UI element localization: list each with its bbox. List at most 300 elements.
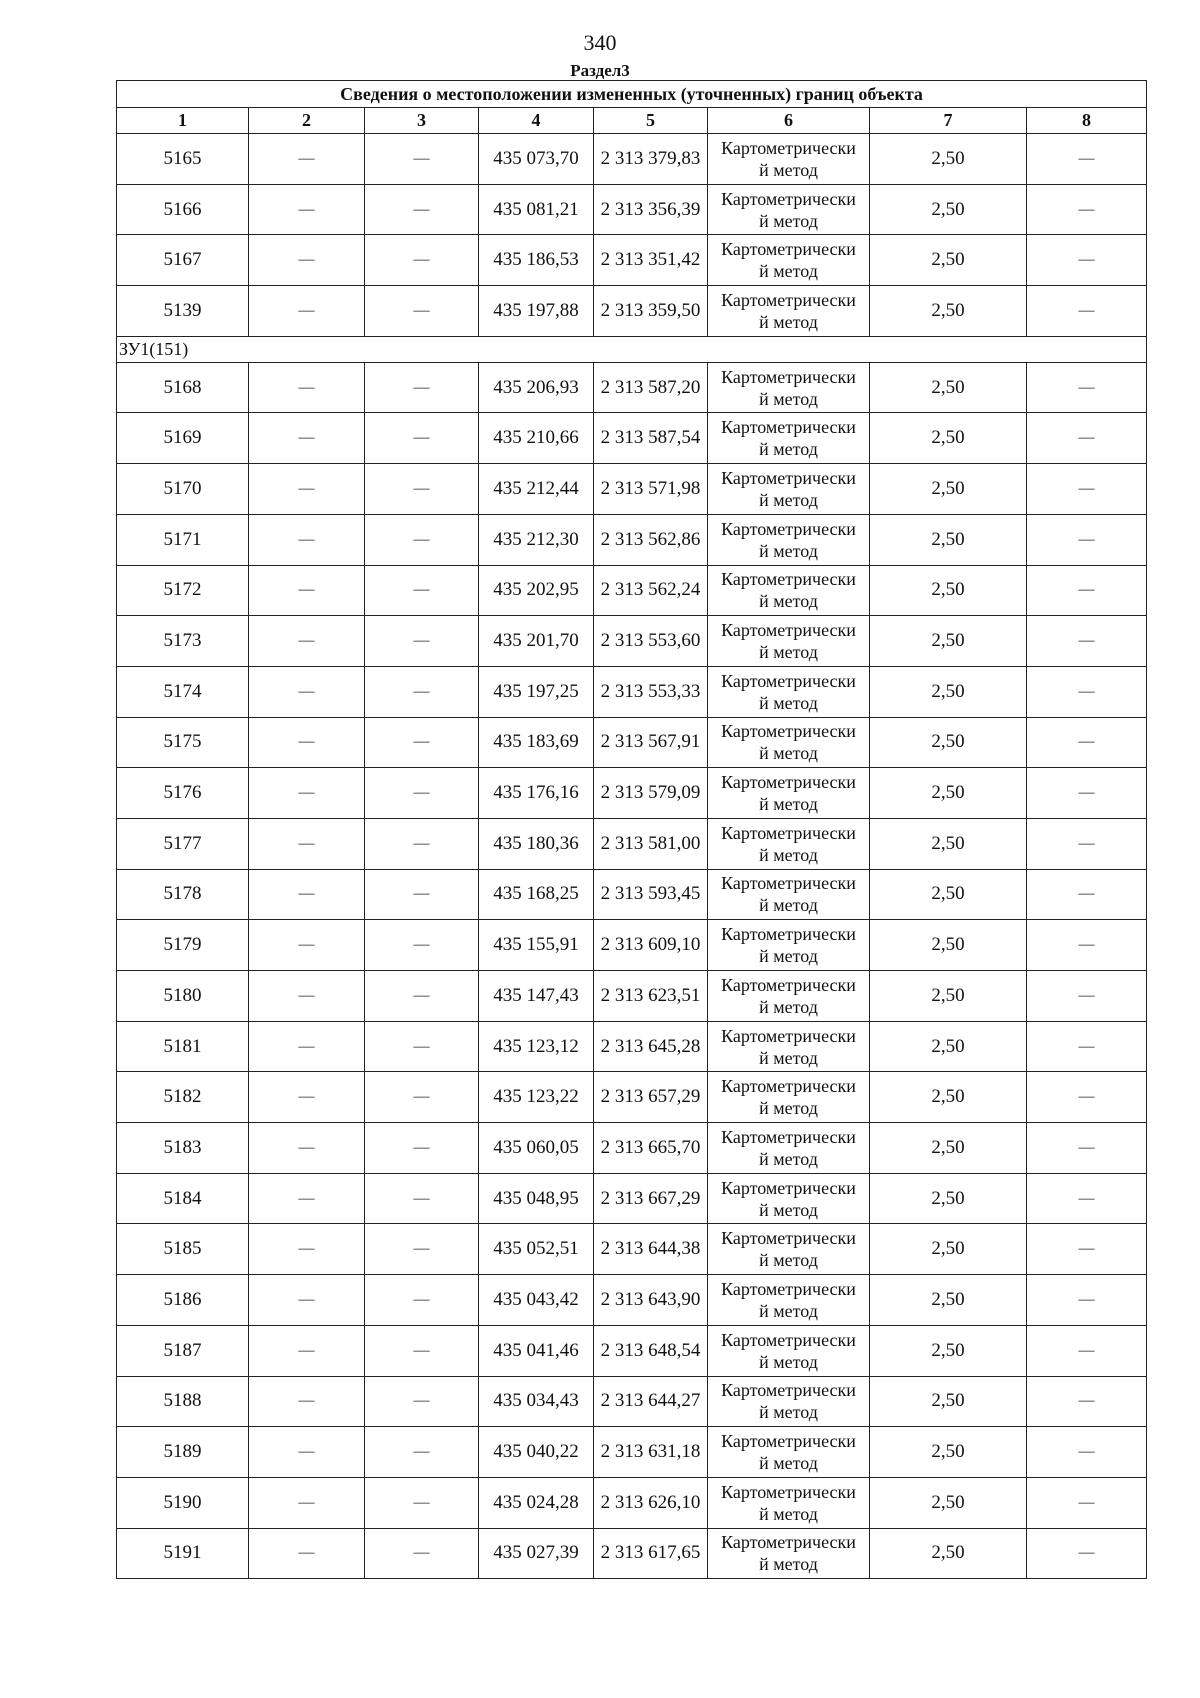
y-coordinate: 2 313 609,10 [594, 920, 708, 971]
accuracy: 2,50 [870, 818, 1027, 869]
y-coordinate: 2 313 644,38 [594, 1224, 708, 1275]
col2-value: — [249, 565, 365, 616]
table-row [117, 717, 1147, 768]
point-number: 5178 [117, 869, 249, 920]
accuracy: 2,50 [870, 1173, 1027, 1224]
point-number: 5186 [117, 1275, 249, 1326]
col2-value: — [249, 464, 365, 515]
x-coordinate: 435 212,44 [479, 464, 594, 515]
col8-value: — [1027, 971, 1147, 1022]
y-coordinate: 2 313 581,00 [594, 818, 708, 869]
y-coordinate: 2 313 553,60 [594, 616, 708, 667]
accuracy: 2,50 [870, 413, 1027, 464]
method-line-1: Картометрически [721, 1278, 856, 1299]
column-number: 8 [1027, 108, 1147, 134]
col2-value: — [249, 666, 365, 717]
point-number: 5170 [117, 464, 249, 515]
x-coordinate: 435 052,51 [479, 1224, 594, 1275]
method-line-2: й метод [759, 1047, 818, 1068]
x-coordinate: 435 197,88 [479, 286, 594, 337]
method-line-2: й метод [759, 489, 818, 510]
point-number: 5169 [117, 413, 249, 464]
y-coordinate: 2 313 562,24 [594, 565, 708, 616]
table-row [117, 1376, 1147, 1427]
method-line-1: Картометрически [721, 188, 856, 209]
point-number: 5188 [117, 1376, 249, 1427]
col8-value: — [1027, 565, 1147, 616]
col2-value: — [249, 1021, 365, 1072]
col8-value: — [1027, 1325, 1147, 1376]
y-coordinate: 2 313 351,42 [594, 235, 708, 286]
y-coordinate: 2 313 648,54 [594, 1325, 708, 1376]
point-number: 5191 [117, 1528, 249, 1579]
method-line-2: й метод [759, 388, 818, 409]
method-line-1: Картометрически [721, 1126, 856, 1147]
y-coordinate: 2 313 623,51 [594, 971, 708, 1022]
col3-value: — [365, 235, 479, 286]
point-number: 5139 [117, 286, 249, 337]
x-coordinate: 435 180,36 [479, 818, 594, 869]
method-line-1: Картометрически [721, 467, 856, 488]
col3-value: — [365, 1477, 479, 1528]
col8-value: — [1027, 362, 1147, 413]
column-number: 4 [479, 108, 594, 134]
col8-value: — [1027, 818, 1147, 869]
method [708, 413, 870, 464]
y-coordinate: 2 313 631,18 [594, 1427, 708, 1478]
method-line-2: й метод [759, 439, 818, 460]
method-line-1: Картометрически [721, 924, 856, 945]
method-line-2: й метод [759, 1402, 818, 1423]
col2-value: — [249, 1477, 365, 1528]
method-line-1: Картометрически [721, 1481, 856, 1502]
x-coordinate: 435 048,95 [479, 1173, 594, 1224]
table-row [117, 768, 1147, 819]
col8-value: — [1027, 235, 1147, 286]
table-row [117, 1477, 1147, 1528]
col2-value: — [249, 1528, 365, 1579]
table-row [117, 666, 1147, 717]
col8-value: — [1027, 1427, 1147, 1478]
x-coordinate: 435 202,95 [479, 565, 594, 616]
table-caption: Сведения о местоположении измененных (уточненных) границ объекта [117, 81, 1147, 108]
col3-value: — [365, 768, 479, 819]
col3-value: — [365, 565, 479, 616]
y-coordinate: 2 313 359,50 [594, 286, 708, 337]
col3-value: — [365, 971, 479, 1022]
method [708, 1275, 870, 1326]
method-line-2: й метод [759, 261, 818, 282]
method [708, 1021, 870, 1072]
accuracy: 2,50 [870, 1224, 1027, 1275]
col3-value: — [365, 1325, 479, 1376]
table-row [117, 1123, 1147, 1174]
column-numbers-row [117, 108, 1147, 134]
col3-value: — [365, 1224, 479, 1275]
col2-value: — [249, 1173, 365, 1224]
table-row [117, 134, 1147, 185]
col2-value: — [249, 1325, 365, 1376]
col8-value: — [1027, 1275, 1147, 1326]
y-coordinate: 2 313 657,29 [594, 1072, 708, 1123]
table-row [117, 818, 1147, 869]
method [708, 514, 870, 565]
method-line-1: Картометрически [721, 1177, 856, 1198]
col8-value: — [1027, 1021, 1147, 1072]
point-number: 5179 [117, 920, 249, 971]
col8-value: — [1027, 616, 1147, 667]
method-line-2: й метод [759, 946, 818, 967]
col3-value: — [365, 1528, 479, 1579]
x-coordinate: 435 183,69 [479, 717, 594, 768]
accuracy: 2,50 [870, 971, 1027, 1022]
table-row [117, 1275, 1147, 1326]
page-number: 340 [583, 30, 617, 55]
point-number: 5181 [117, 1021, 249, 1072]
col3-value: — [365, 1173, 479, 1224]
method-line-1: Картометрически [721, 670, 856, 691]
col3-value: — [365, 717, 479, 768]
column-number: 1 [117, 108, 249, 134]
method [708, 565, 870, 616]
x-coordinate: 435 060,05 [479, 1123, 594, 1174]
method-line-2: й метод [759, 996, 818, 1017]
col8-value: — [1027, 1376, 1147, 1427]
method-line-2: й метод [759, 794, 818, 815]
method [708, 818, 870, 869]
col3-value: — [365, 1072, 479, 1123]
accuracy: 2,50 [870, 184, 1027, 235]
col8-value: — [1027, 464, 1147, 515]
method [708, 1173, 870, 1224]
method-line-1: Картометрически [721, 721, 856, 742]
x-coordinate: 435 197,25 [479, 666, 594, 717]
table-body [117, 81, 1147, 1579]
col8-value: — [1027, 413, 1147, 464]
method [708, 286, 870, 337]
col8-value: — [1027, 920, 1147, 971]
y-coordinate: 2 313 587,20 [594, 362, 708, 413]
method-line-2: й метод [759, 1503, 818, 1524]
table-row [117, 1021, 1147, 1072]
method [708, 1325, 870, 1376]
method-line-2: й метод [759, 743, 818, 764]
method [708, 768, 870, 819]
col3-value: — [365, 818, 479, 869]
point-number: 5184 [117, 1173, 249, 1224]
accuracy: 2,50 [870, 616, 1027, 667]
accuracy: 2,50 [870, 1376, 1027, 1427]
method-line-2: й метод [759, 642, 818, 663]
y-coordinate: 2 313 644,27 [594, 1376, 708, 1427]
table-row [117, 920, 1147, 971]
point-number: 5175 [117, 717, 249, 768]
x-coordinate: 435 212,30 [479, 514, 594, 565]
method [708, 1427, 870, 1478]
x-coordinate: 435 027,39 [479, 1528, 594, 1579]
col3-value: — [365, 464, 479, 515]
col2-value: — [249, 413, 365, 464]
col2-value: — [249, 362, 365, 413]
method-line-2: й метод [759, 540, 818, 561]
col2-value: — [249, 616, 365, 667]
x-coordinate: 435 043,42 [479, 1275, 594, 1326]
method-line-1: Картометрически [721, 239, 856, 260]
method-line-1: Картометрически [721, 772, 856, 793]
point-number: 5183 [117, 1123, 249, 1174]
method-line-1: Картометрически [721, 620, 856, 641]
col3-value: — [365, 869, 479, 920]
method-line-1: Картометрически [721, 1076, 856, 1097]
point-number: 5167 [117, 235, 249, 286]
point-number: 5168 [117, 362, 249, 413]
x-coordinate: 435 210,66 [479, 413, 594, 464]
col3-value: — [365, 413, 479, 464]
method-line-1: Картометрически [721, 137, 856, 158]
method-line-1: Картометрически [721, 366, 856, 387]
col3-value: — [365, 362, 479, 413]
table-row [117, 464, 1147, 515]
col2-value: — [249, 818, 365, 869]
method-line-2: й метод [759, 311, 818, 332]
y-coordinate: 2 313 553,33 [594, 666, 708, 717]
col2-value: — [249, 134, 365, 185]
col3-value: — [365, 1123, 479, 1174]
column-number: 2 [249, 108, 365, 134]
group-label: ЗУ1(151) [117, 336, 1147, 362]
col2-value: — [249, 1123, 365, 1174]
group-header-row [117, 336, 1147, 362]
col2-value: — [249, 1224, 365, 1275]
table-row [117, 362, 1147, 413]
point-number: 5172 [117, 565, 249, 616]
y-coordinate: 2 313 667,29 [594, 1173, 708, 1224]
col2-value: — [249, 184, 365, 235]
point-number: 5171 [117, 514, 249, 565]
accuracy: 2,50 [870, 1477, 1027, 1528]
accuracy: 2,50 [870, 1021, 1027, 1072]
method-line-2: й метод [759, 159, 818, 180]
accuracy: 2,50 [870, 134, 1027, 185]
method-line-1: Картометрически [721, 974, 856, 995]
table-row [117, 971, 1147, 1022]
method [708, 184, 870, 235]
column-number: 7 [870, 108, 1027, 134]
method [708, 869, 870, 920]
table-row [117, 514, 1147, 565]
y-coordinate: 2 313 562,86 [594, 514, 708, 565]
table-row [117, 1224, 1147, 1275]
x-coordinate: 435 168,25 [479, 869, 594, 920]
accuracy: 2,50 [870, 1275, 1027, 1326]
accuracy: 2,50 [870, 666, 1027, 717]
method [708, 920, 870, 971]
method-line-1: Картометрически [721, 417, 856, 438]
x-coordinate: 435 176,16 [479, 768, 594, 819]
col8-value: — [1027, 768, 1147, 819]
method-line-2: й метод [759, 1300, 818, 1321]
y-coordinate: 2 313 626,10 [594, 1477, 708, 1528]
accuracy: 2,50 [870, 869, 1027, 920]
col8-value: — [1027, 514, 1147, 565]
method-line-2: й метод [759, 1148, 818, 1169]
y-coordinate: 2 313 645,28 [594, 1021, 708, 1072]
method [708, 1224, 870, 1275]
table-row [117, 1427, 1147, 1478]
method-line-2: й метод [759, 1554, 818, 1575]
col8-value: — [1027, 1072, 1147, 1123]
col8-value: — [1027, 1123, 1147, 1174]
col3-value: — [365, 514, 479, 565]
method-line-2: й метод [759, 1199, 818, 1220]
point-number: 5182 [117, 1072, 249, 1123]
y-coordinate: 2 313 617,65 [594, 1528, 708, 1579]
table-row [117, 1325, 1147, 1376]
point-number: 5177 [117, 818, 249, 869]
method-line-1: Картометрически [721, 289, 856, 310]
col2-value: — [249, 1427, 365, 1478]
accuracy: 2,50 [870, 1325, 1027, 1376]
col3-value: — [365, 1275, 479, 1326]
method [708, 1376, 870, 1427]
col8-value: — [1027, 1477, 1147, 1528]
col8-value: — [1027, 717, 1147, 768]
x-coordinate: 435 155,91 [479, 920, 594, 971]
col2-value: — [249, 717, 365, 768]
col3-value: — [365, 920, 479, 971]
point-number: 5174 [117, 666, 249, 717]
method [708, 717, 870, 768]
y-coordinate: 2 313 571,98 [594, 464, 708, 515]
col2-value: — [249, 768, 365, 819]
method-line-2: й метод [759, 895, 818, 916]
table-caption-row [117, 81, 1147, 108]
method-line-1: Картометрически [721, 518, 856, 539]
column-number: 5 [594, 108, 708, 134]
table-row [117, 869, 1147, 920]
point-number: 5180 [117, 971, 249, 1022]
method-line-1: Картометрически [721, 1228, 856, 1249]
x-coordinate: 435 040,22 [479, 1427, 594, 1478]
col8-value: — [1027, 869, 1147, 920]
col2-value: — [249, 1376, 365, 1427]
method-line-2: й метод [759, 1098, 818, 1119]
method [708, 1528, 870, 1579]
table-row [117, 184, 1147, 235]
col2-value: — [249, 1072, 365, 1123]
coordinates-table [116, 80, 1147, 1579]
accuracy: 2,50 [870, 920, 1027, 971]
accuracy: 2,50 [870, 1123, 1027, 1174]
accuracy: 2,50 [870, 514, 1027, 565]
accuracy: 2,50 [870, 1427, 1027, 1478]
section-title: Раздел3 [570, 61, 630, 80]
y-coordinate: 2 313 665,70 [594, 1123, 708, 1174]
col3-value: — [365, 184, 479, 235]
accuracy: 2,50 [870, 1072, 1027, 1123]
col2-value: — [249, 971, 365, 1022]
method-line-2: й метод [759, 692, 818, 713]
col8-value: — [1027, 134, 1147, 185]
method [708, 134, 870, 185]
table-row [117, 1173, 1147, 1224]
y-coordinate: 2 313 587,54 [594, 413, 708, 464]
x-coordinate: 435 201,70 [479, 616, 594, 667]
col8-value: — [1027, 184, 1147, 235]
table-row [117, 413, 1147, 464]
y-coordinate: 2 313 643,90 [594, 1275, 708, 1326]
method-line-1: Картометрически [721, 1025, 856, 1046]
col3-value: — [365, 666, 479, 717]
method-line-2: й метод [759, 1351, 818, 1372]
col2-value: — [249, 235, 365, 286]
col2-value: — [249, 1275, 365, 1326]
point-number: 5173 [117, 616, 249, 667]
point-number: 5176 [117, 768, 249, 819]
method [708, 971, 870, 1022]
accuracy: 2,50 [870, 717, 1027, 768]
col8-value: — [1027, 286, 1147, 337]
table-row [117, 565, 1147, 616]
method [708, 362, 870, 413]
y-coordinate: 2 313 579,09 [594, 768, 708, 819]
col2-value: — [249, 920, 365, 971]
col3-value: — [365, 1021, 479, 1072]
method [708, 616, 870, 667]
col2-value: — [249, 514, 365, 565]
method-line-2: й метод [759, 1250, 818, 1271]
method [708, 235, 870, 286]
y-coordinate: 2 313 593,45 [594, 869, 708, 920]
point-number: 5165 [117, 134, 249, 185]
method-line-1: Картометрически [721, 1532, 856, 1553]
accuracy: 2,50 [870, 286, 1027, 337]
method-line-2: й метод [759, 844, 818, 865]
accuracy: 2,50 [870, 464, 1027, 515]
column-number: 6 [708, 108, 870, 134]
x-coordinate: 435 206,93 [479, 362, 594, 413]
x-coordinate: 435 123,12 [479, 1021, 594, 1072]
accuracy: 2,50 [870, 1528, 1027, 1579]
col8-value: — [1027, 666, 1147, 717]
accuracy: 2,50 [870, 235, 1027, 286]
x-coordinate: 435 041,46 [479, 1325, 594, 1376]
point-number: 5189 [117, 1427, 249, 1478]
col3-value: — [365, 1376, 479, 1427]
method [708, 464, 870, 515]
point-number: 5166 [117, 184, 249, 235]
table-row [117, 1528, 1147, 1579]
table-row [117, 616, 1147, 667]
method [708, 1477, 870, 1528]
col8-value: — [1027, 1224, 1147, 1275]
col2-value: — [249, 286, 365, 337]
col8-value: — [1027, 1528, 1147, 1579]
method [708, 1072, 870, 1123]
col3-value: — [365, 1427, 479, 1478]
method-line-1: Картометрически [721, 822, 856, 843]
x-coordinate: 435 034,43 [479, 1376, 594, 1427]
method-line-1: Картометрически [721, 873, 856, 894]
y-coordinate: 2 313 356,39 [594, 184, 708, 235]
method-line-2: й метод [759, 591, 818, 612]
table-row [117, 1072, 1147, 1123]
accuracy: 2,50 [870, 565, 1027, 616]
point-number: 5187 [117, 1325, 249, 1376]
method-line-2: й метод [759, 210, 818, 231]
method [708, 1123, 870, 1174]
accuracy: 2,50 [870, 362, 1027, 413]
